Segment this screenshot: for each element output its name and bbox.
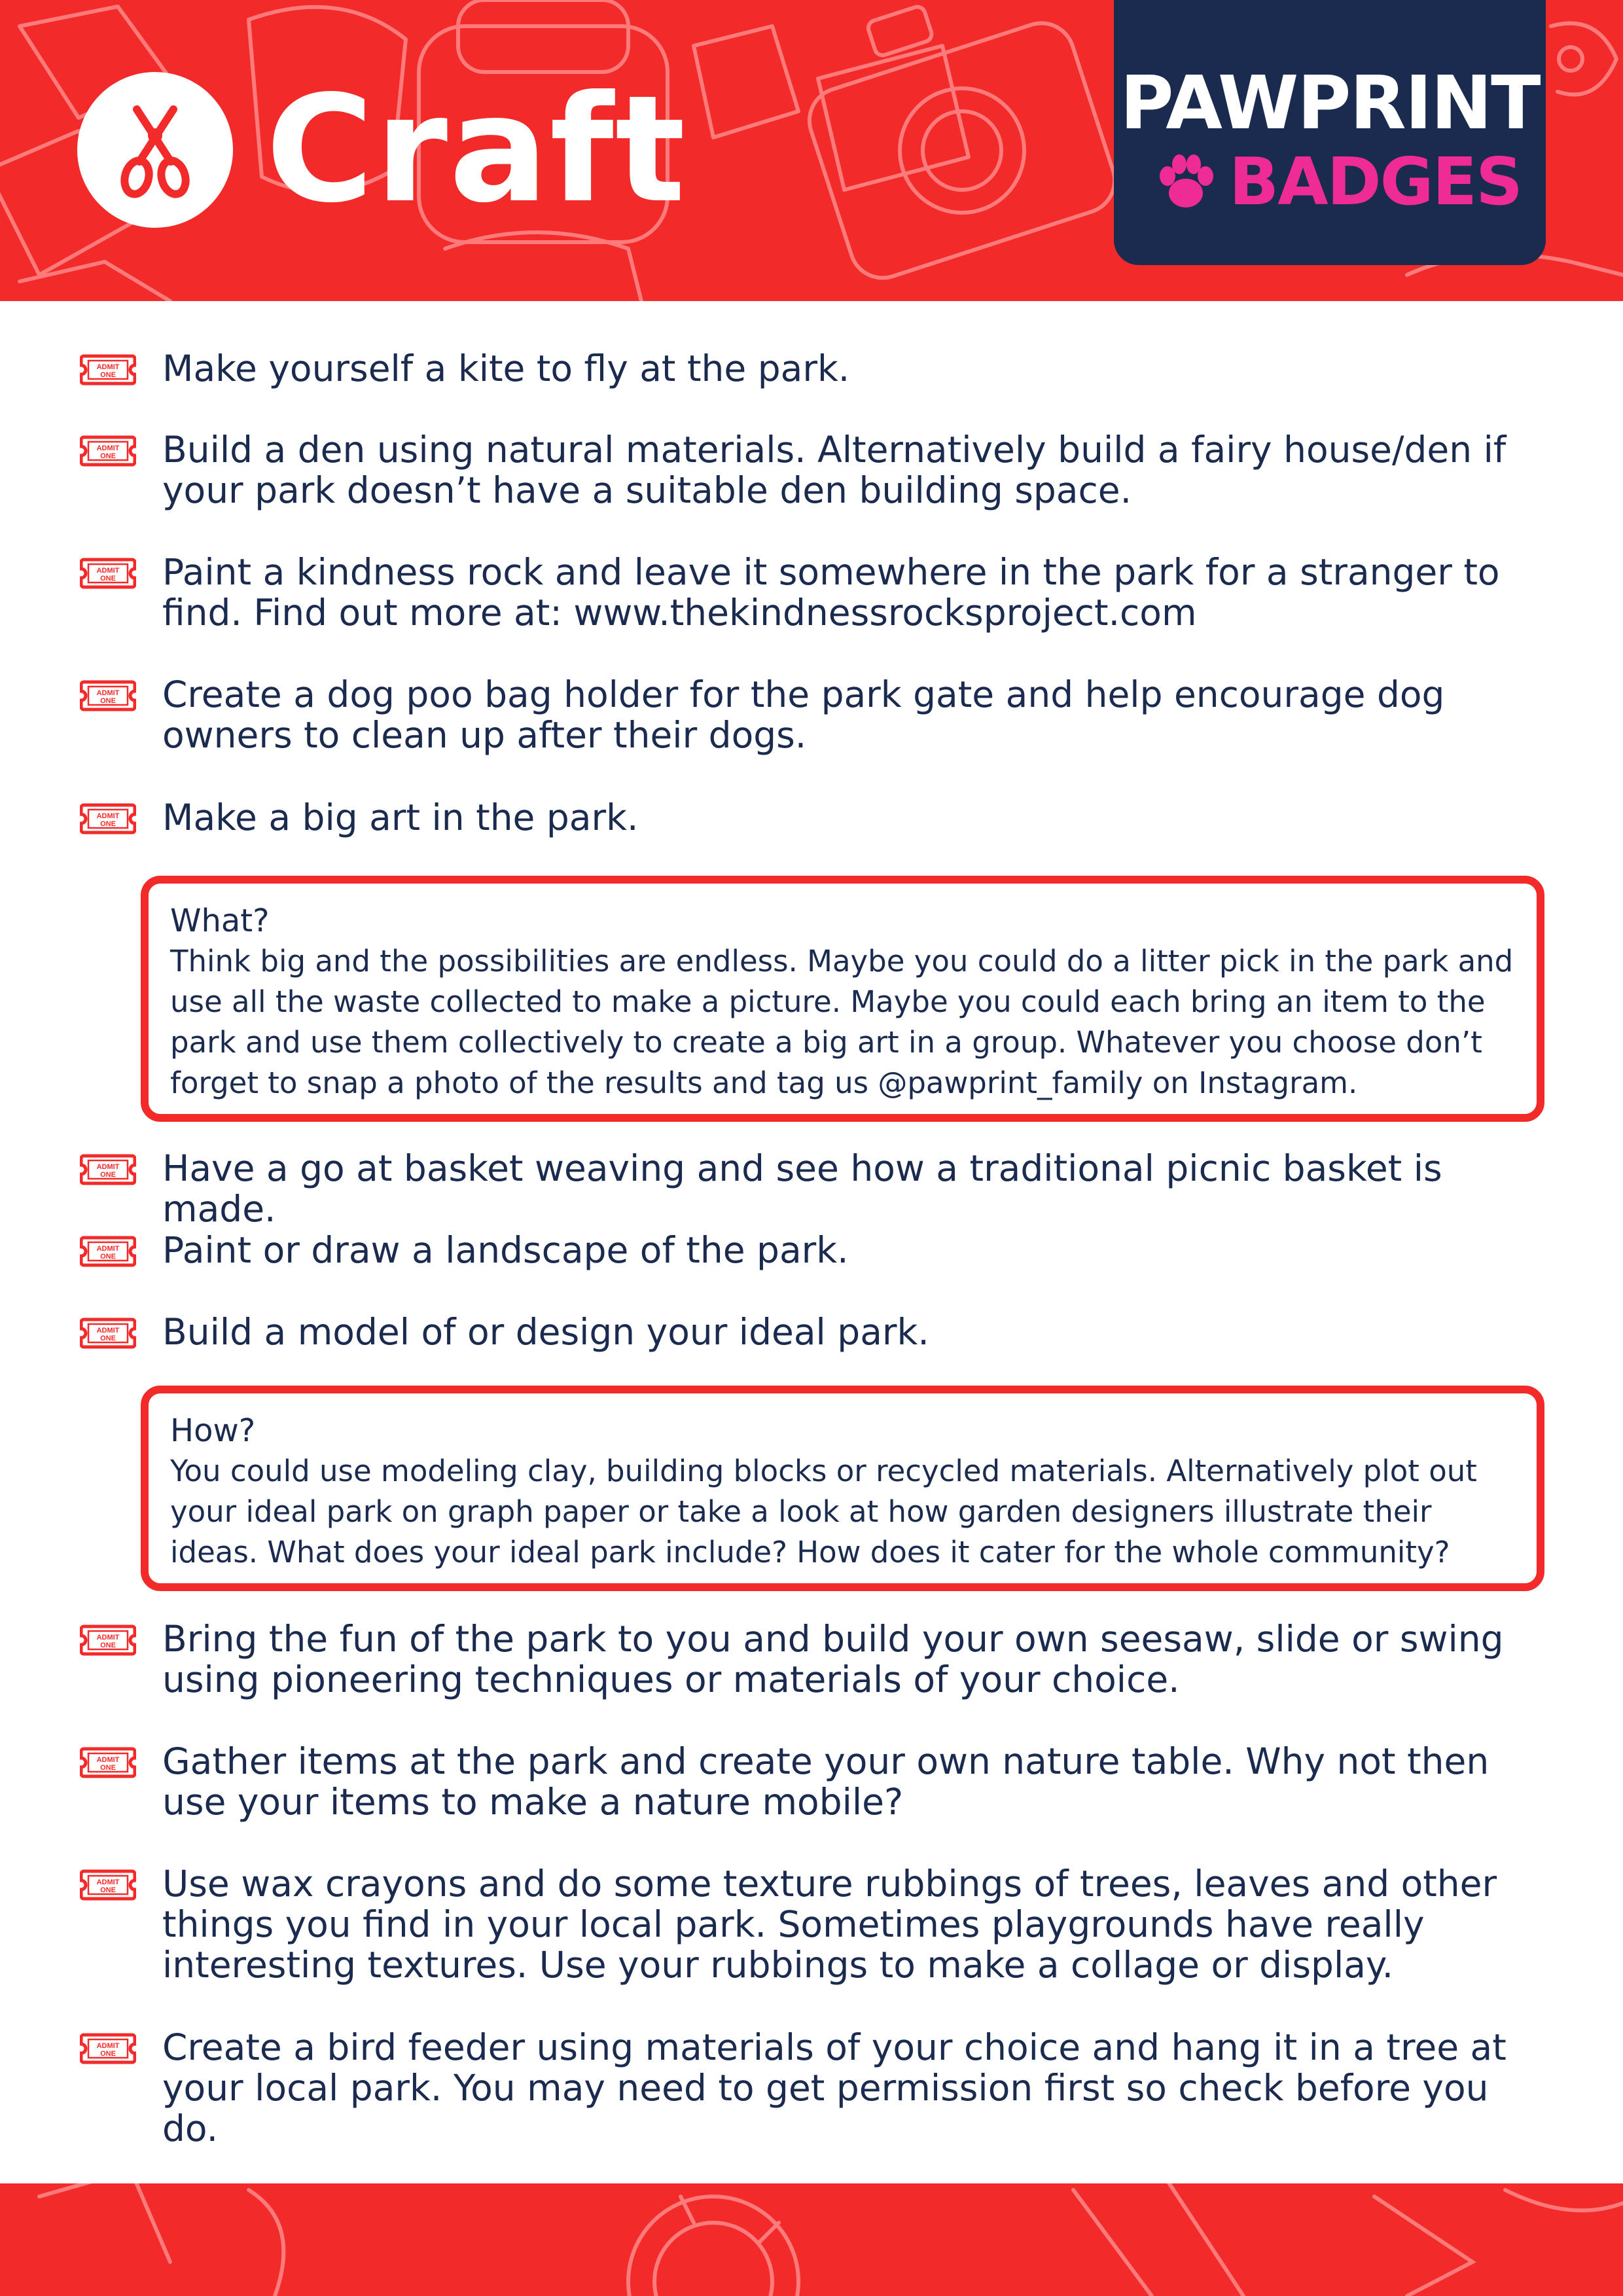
list-item-text: Make yourself a kite to fly at the park. bbox=[162, 348, 850, 389]
svg-text:ADMIT: ADMIT bbox=[96, 2042, 120, 2050]
admit-one-ticket-icon bbox=[80, 1746, 136, 1779]
footer-doodle-pattern bbox=[0, 2183, 1623, 2296]
svg-text:ONE: ONE bbox=[100, 1253, 116, 1261]
brand-name-bottom: BADGES bbox=[1229, 143, 1522, 220]
svg-text:ADMIT: ADMIT bbox=[96, 444, 120, 452]
svg-text:ONE: ONE bbox=[100, 575, 116, 583]
title-group bbox=[77, 63, 687, 236]
list-item-text: Build a model of or design your ideal park. bbox=[162, 1311, 929, 1353]
list-item-text: Paint or draw a landscape of the park. bbox=[162, 1229, 849, 1271]
svg-text:ONE: ONE bbox=[100, 1171, 116, 1179]
list-item-text: Make a big art in the park. bbox=[162, 797, 639, 838]
list-item-text: Have a go at basket weaving and see how a traditional picnic basket is made. bbox=[162, 1147, 1442, 1230]
brand-name-bottom-group bbox=[1153, 143, 1522, 220]
svg-text:ONE: ONE bbox=[100, 1886, 116, 1894]
paw-icon bbox=[1153, 152, 1219, 211]
info-box-body: Think big and the possibilities are endless. Maybe you could do a litter pick in the park and use all the waste collected to make a picture. Maybe you could each bring an item to the park and use them collectively to create a big art in a group. Whatever you choose don’t forget to snap a photo of the results and tag us @pawprint_family on Instagram. bbox=[170, 944, 1514, 1100]
svg-text:ADMIT: ADMIT bbox=[96, 1634, 120, 1641]
list-item-text: Bring the fun of the park to you and build your own seesaw, slide or swing using pioneering techniques or materials of your choice. bbox=[162, 1618, 1504, 1700]
svg-text:ADMIT: ADMIT bbox=[96, 1756, 120, 1764]
list-item-text: Create a bird feeder using materials of your choice and hang it in a tree at your local park. You may need to get permission first so check before you do. bbox=[162, 2026, 1507, 2149]
svg-text:ADMIT: ADMIT bbox=[96, 363, 120, 371]
page-title: Craft bbox=[266, 63, 687, 236]
svg-text:ADMIT: ADMIT bbox=[96, 1878, 120, 1886]
svg-text:ADMIT: ADMIT bbox=[96, 1245, 120, 1253]
footer-banner bbox=[0, 2183, 1623, 2296]
info-box bbox=[141, 1386, 1544, 1591]
header-banner bbox=[0, 0, 1623, 301]
svg-text:ADMIT: ADMIT bbox=[96, 812, 120, 820]
svg-text:ADMIT: ADMIT bbox=[96, 689, 120, 697]
admit-one-ticket-icon bbox=[80, 679, 136, 712]
admit-one-ticket-icon bbox=[80, 802, 136, 835]
svg-text:ONE: ONE bbox=[100, 1641, 116, 1649]
svg-text:ONE: ONE bbox=[100, 820, 116, 828]
svg-text:ONE: ONE bbox=[100, 371, 116, 379]
admit-one-ticket-icon bbox=[80, 1153, 136, 1186]
admit-one-ticket-icon bbox=[80, 435, 136, 467]
svg-text:ONE: ONE bbox=[100, 1764, 116, 1772]
admit-one-ticket-icon bbox=[80, 1624, 136, 1657]
admit-one-ticket-icon bbox=[80, 1235, 136, 1268]
admit-one-ticket-icon bbox=[80, 1317, 136, 1350]
svg-text:ONE: ONE bbox=[100, 697, 116, 705]
svg-text:ADMIT: ADMIT bbox=[96, 567, 120, 575]
svg-text:ADMIT: ADMIT bbox=[96, 1327, 120, 1335]
info-box-body: You could use modeling clay, building blocks or recycled materials. Alternatively plot out your ideal park on graph paper or take a look at how garden designers illustrate their ideas. What does your ideal park include? How does it cater for the whole community? bbox=[170, 1454, 1477, 1570]
list-item-text: Paint a kindness rock and leave it somewhere in the park for a stranger to find. Find out more at: www.thekindnessrocksproject.com bbox=[162, 551, 1500, 634]
svg-text:ONE: ONE bbox=[100, 2050, 116, 2058]
list-item-text: Build a den using natural materials. Alternatively build a fairy house/den if your park doesn’t have a suitable den building space. bbox=[162, 429, 1507, 511]
admit-one-ticket-icon bbox=[80, 557, 136, 590]
info-box-title: How? bbox=[170, 1412, 256, 1449]
brand-name-top: PAWPRINT bbox=[1120, 61, 1540, 146]
admit-one-ticket-icon bbox=[80, 1869, 136, 1901]
admit-one-ticket-icon bbox=[80, 2032, 136, 2065]
info-box-title: What? bbox=[170, 903, 270, 939]
info-box bbox=[141, 876, 1544, 1122]
admit-one-ticket-icon bbox=[80, 353, 136, 386]
scissors-icon bbox=[77, 72, 233, 228]
list-item-text: Use wax crayons and do some texture rubbings of trees, leaves and other things you find in your local park. Sometimes playgrounds have really interesting textures. Use your rubbings to make a collage or display. bbox=[162, 1863, 1497, 1986]
list-item-text: Gather items at the park and create your own nature table. Why not then use your items to make a nature mobile? bbox=[162, 1740, 1489, 1823]
svg-text:ADMIT: ADMIT bbox=[96, 1163, 120, 1171]
svg-text:ONE: ONE bbox=[100, 452, 116, 460]
svg-text:ONE: ONE bbox=[100, 1335, 116, 1342]
list-item-text: Create a dog poo bag holder for the park gate and help encourage dog owners to clean up after their dogs. bbox=[162, 673, 1445, 756]
brand-logo bbox=[1114, 0, 1546, 265]
